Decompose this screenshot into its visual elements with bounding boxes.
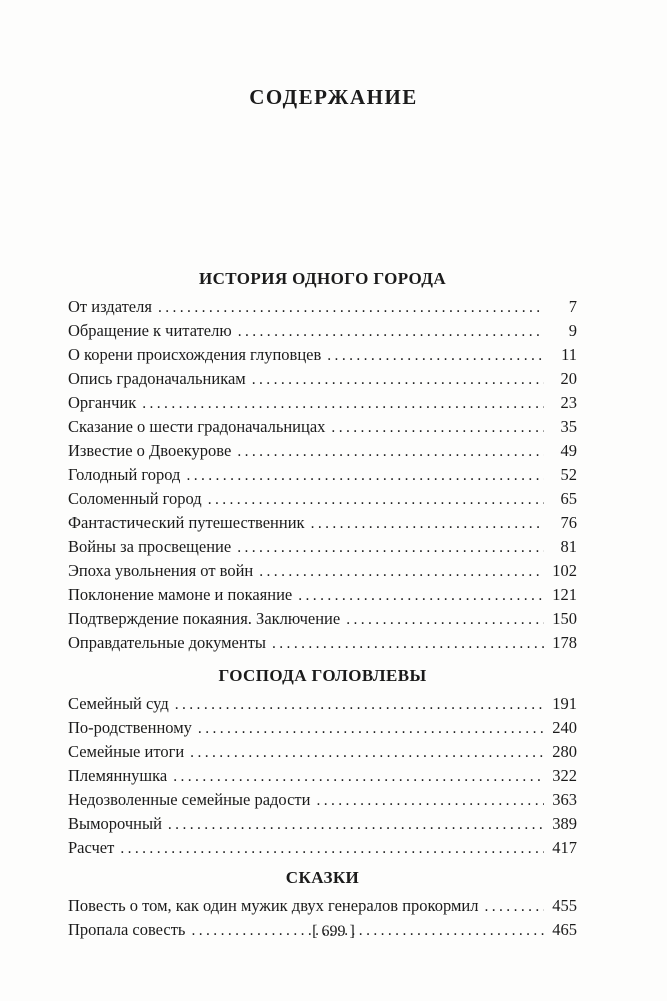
toc-entry[interactable] [68,343,577,367]
toc-entry[interactable] [68,391,577,415]
toc-entry[interactable] [68,788,577,812]
entry-page-number: 20 [560,369,577,388]
dot-leader [142,391,544,415]
dot-leader [316,788,544,812]
entry-page-number: 9 [568,321,577,340]
toc-entry[interactable] [68,692,577,716]
entry-page-number: 178 [552,633,577,652]
entry-page-number: 65 [560,489,577,508]
entry-page-number: 7 [568,297,577,316]
entry-title: Войны за просвещение [68,537,232,556]
entry-title: Обращение к читателю [68,321,232,340]
entry-title: Расчет [68,838,115,857]
entry-title: Опись градоначальникам [68,369,246,388]
toc-entry[interactable] [68,583,577,607]
entry-page-number: 191 [552,694,577,713]
entry-title: Повесть о том, как один мужик двух генералов прокормил [68,896,479,915]
entry-page-number: 280 [552,742,577,761]
dot-leader [198,716,544,740]
entry-title: По-родственному [68,718,192,737]
toc-entry[interactable] [68,836,577,860]
toc-body [0,268,667,942]
entry-page-number: 455 [552,896,577,915]
entry-page-number: 417 [552,838,577,857]
entry-title: Пропала совесть [68,920,186,939]
entry-page-number: 11 [561,345,577,364]
toc-entry[interactable] [68,894,577,918]
entry-title: Семейные итоги [68,742,185,761]
entry-title: Сказание о шести градоначальницах [68,417,326,436]
entry-title: Поклонение мамоне и покаяние [68,585,293,604]
section-heading: ГОСПОДА ГОЛОВЛЕВЫ [218,666,427,685]
entry-page-number: 35 [560,417,577,436]
dot-leader [186,463,544,487]
entry-page-number: 150 [552,609,577,628]
entry-page-number: 76 [560,513,577,532]
dot-leader [272,631,544,655]
toc-entry[interactable] [68,812,577,836]
toc-entry[interactable] [68,295,577,319]
entry-title: Подтверждение покаяния. Заключение [68,609,341,628]
entry-page-number: 121 [552,585,577,604]
entry-page-number: 52 [560,465,577,484]
toc-section [68,665,577,860]
entry-page-number: 389 [552,814,577,833]
toc-entry[interactable] [68,535,577,559]
page-title: СОДЕРЖАНИЕ [249,85,418,109]
section-heading: ИСТОРИЯ ОДНОГО ГОРОДА [198,269,446,288]
entry-title: Семейный суд [68,694,169,713]
dot-leader [190,740,544,764]
dot-leader [175,692,544,716]
dot-leader [327,343,544,367]
toc-entry[interactable] [68,415,577,439]
toc-entry[interactable] [68,367,577,391]
dot-leader [168,812,544,836]
entry-title: Фантастический путешественник [68,513,305,532]
entry-page-number: 23 [560,393,577,412]
dot-leader [237,439,544,463]
entry-page-number: 49 [560,441,577,460]
dot-leader [208,487,544,511]
dot-leader [484,894,544,918]
toc-entry[interactable] [68,463,577,487]
toc-entry[interactable] [68,511,577,535]
dot-leader [173,764,544,788]
dot-leader [298,583,544,607]
entry-page-number: 465 [552,920,577,939]
toc-entry[interactable] [68,319,577,343]
section-heading: СКАЗКИ [285,868,360,887]
dot-leader [259,559,544,583]
entry-title: Недозволенные семейные радости [68,790,311,809]
toc-entry[interactable] [68,631,577,655]
toc-entry[interactable] [68,764,577,788]
toc-entry[interactable] [68,487,577,511]
entry-title: Оправдательные документы [68,633,266,652]
entry-title: О корени происхождения глуповцев [68,345,322,364]
dot-leader [158,295,544,319]
dot-leader [120,836,544,860]
toc-entry[interactable] [68,439,577,463]
entry-page-number: 102 [552,561,577,580]
toc-entry[interactable] [68,607,577,631]
entry-title: Соломенный город [68,489,202,508]
dot-leader [238,319,544,343]
dot-leader [252,367,544,391]
entry-title: Органчик [68,393,137,412]
entry-title: Племяннушка [68,766,168,785]
entry-title: Голодный город [68,465,181,484]
toc-entry[interactable] [68,716,577,740]
entry-page-number: 81 [560,537,577,556]
toc-section [68,268,577,655]
dot-leader [237,535,544,559]
dot-leader [331,415,544,439]
entry-page-number: 363 [552,790,577,809]
entry-title: От издателя [68,297,152,316]
entry-title: Эпоха увольнения от войн [68,561,254,580]
entry-page-number: 322 [552,766,577,785]
page-number-folio: [ 699 ] [312,923,355,940]
toc-entry[interactable] [68,740,577,764]
dot-leader [311,511,544,535]
toc-entry[interactable] [68,559,577,583]
entry-page-number: 240 [552,718,577,737]
entry-title: Известие о Двоекурове [68,441,232,460]
entry-title: Выморочный [68,814,162,833]
dot-leader [346,607,544,631]
